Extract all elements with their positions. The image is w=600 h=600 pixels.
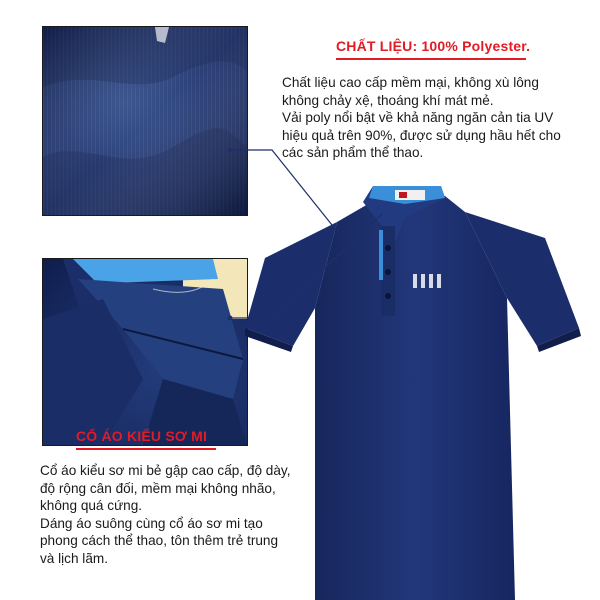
material-title-underline (336, 58, 526, 60)
collar-line: và lịch lãm. (40, 550, 108, 566)
collar-line: độ rộng cân đối, mềm mại không nhão, (40, 480, 276, 496)
material-title: CHẤT LIỆU: 100% Polyester. (336, 38, 531, 54)
collar-title: CỔ ÁO KIỂU SƠ MI (76, 428, 208, 444)
material-line: các sản phẩm thể thao. (282, 145, 424, 161)
collar-title-underline (76, 448, 216, 450)
collar-line: không quá cứng. (40, 498, 143, 514)
material-line: Chất liệu cao cấp mềm mại, không xù lông (282, 75, 539, 90)
material-description (282, 74, 561, 162)
collar-line: Cổ áo kiểu sơ mi bẻ gập cao cấp, độ dày, (40, 463, 291, 478)
collar-description (40, 462, 290, 568)
collar-line: phong cách thể thao, tôn thêm trẻ trung (40, 533, 279, 549)
collar-line: Dáng áo suông cùng cổ áo sơ mi tạo (40, 515, 263, 531)
material-line: không chảy xệ, thoáng khí mát mẻ. (282, 92, 494, 108)
material-line: Vải poly nổi bật về khả năng ngăn cản tia UV (282, 110, 554, 126)
material-line: hiệu quả trên 90%, được sử dụng hầu hết cho (282, 127, 561, 143)
